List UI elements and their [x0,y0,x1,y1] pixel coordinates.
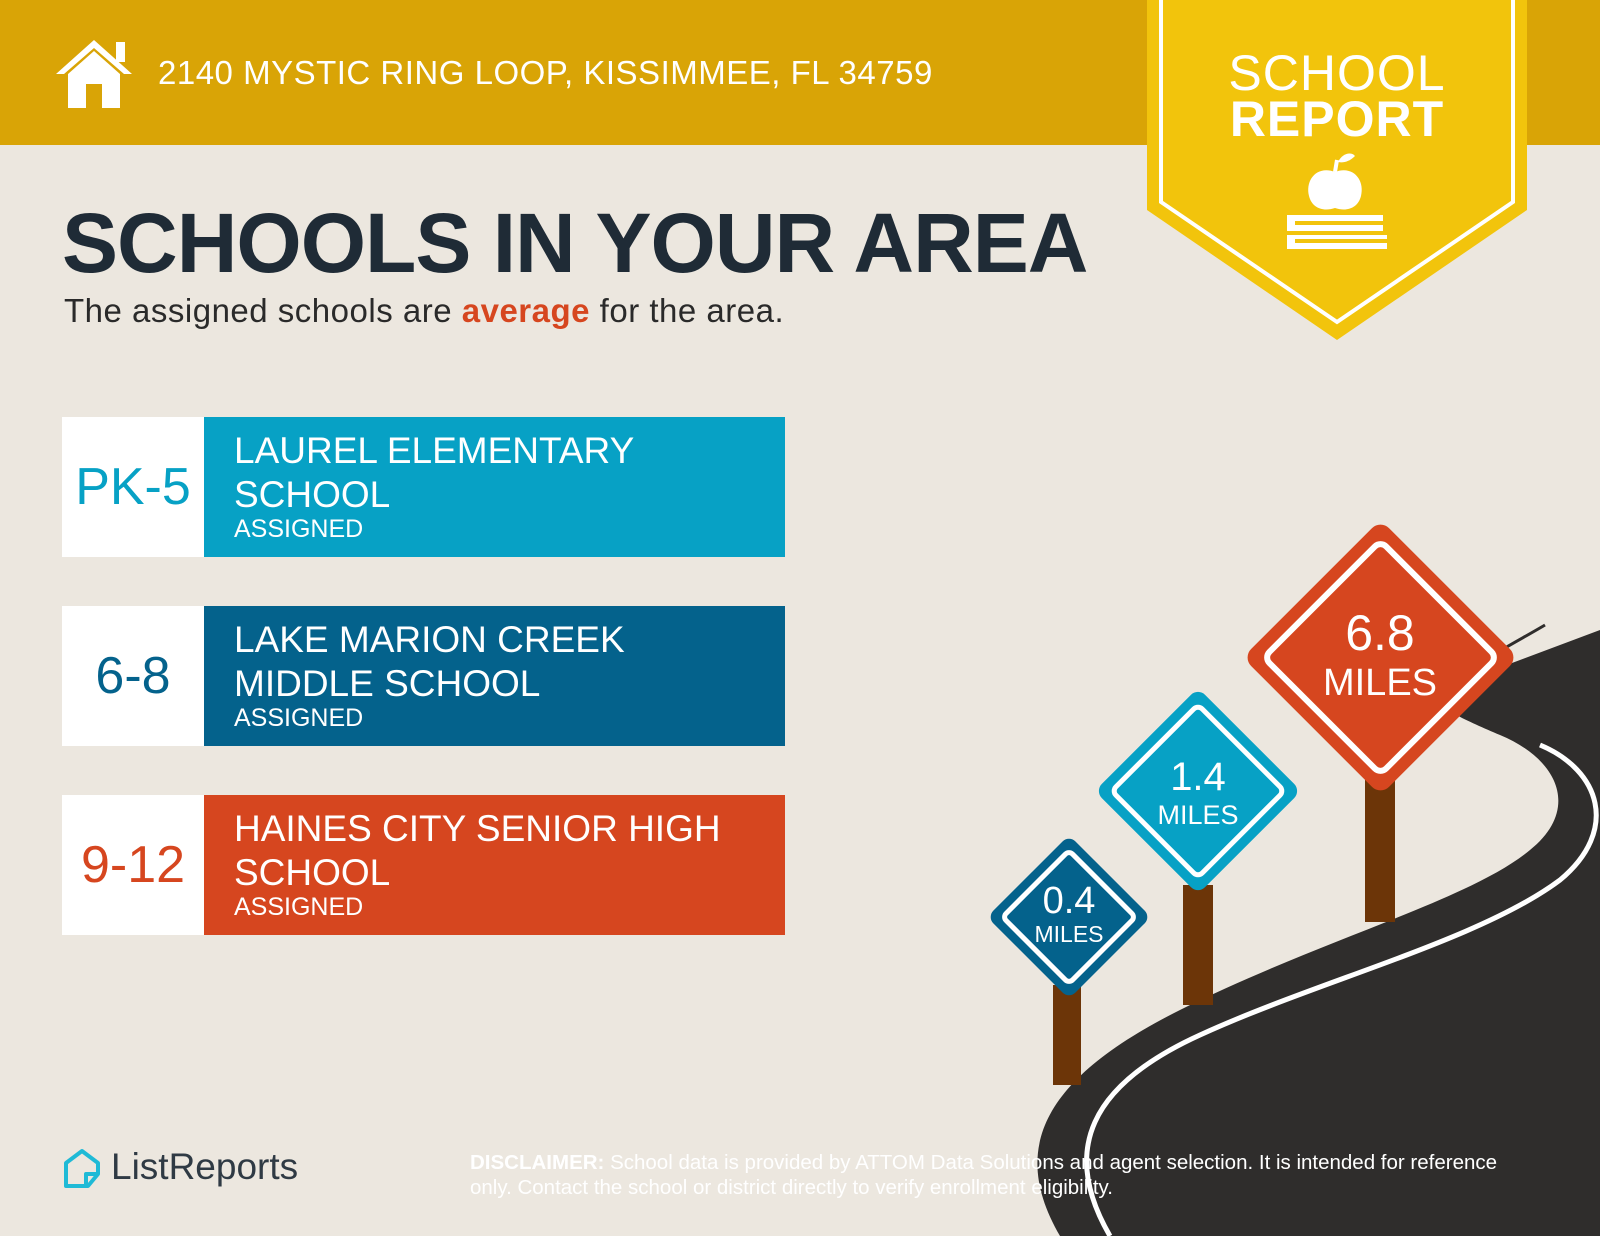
listreports-logo-icon [62,1148,102,1190]
brand-name: ListReports [111,1146,299,1187]
disclaimer-text: School data is provided by ATTOM Data Solutions and agent selection. It is intended for reference only. Contact the school or district directly to verify enrollment eligibility. [470,1151,1498,1199]
disclaimer-label: DISCLAIMER: [470,1151,605,1174]
property-address: 2140 MYSTIC RING LOOP, KISSIMMEE, FL 34759 [158,54,933,91]
sign-distance-value: 6.8 [1345,605,1415,661]
school-card-middle [62,606,785,746]
school-card-high [62,795,785,935]
home-icon [54,36,134,110]
school-status: ASSIGNED [234,893,364,921]
badge-title-line1: SCHOOL [1228,45,1446,101]
disclaimer [470,1150,1520,1200]
school-name: HAINES CITY SENIOR HIGH SCHOOL [234,808,721,893]
distance-sign-mid [1095,688,1301,894]
sign-distance-unit: MILES [1322,662,1438,704]
badge-title [1147,45,1527,147]
distance-sign-far [1243,520,1519,796]
sign-distance-unit: MILES [1157,800,1239,830]
school-name: LAKE MARION CREEK MIDDLE SCHOOL [234,619,625,704]
road-signs-illustration [960,500,1600,1236]
rating-summary [64,292,784,330]
school-name-panel [204,795,785,935]
school-status: ASSIGNED [234,515,364,543]
sign-distance-unit: MILES [1034,921,1104,947]
sign-distance-value: 1.4 [1170,755,1226,799]
rating-summary-prefix: The assigned schools are [64,292,462,329]
grade-range: 9-12 [62,795,204,935]
school-name-panel [204,417,785,557]
badge-title-line2: REPORT [1229,91,1445,147]
sign-distance-value: 0.4 [1042,880,1096,922]
grade-range: 6-8 [62,606,204,746]
school-status: ASSIGNED [234,704,364,732]
rating-summary-suffix: for the area. [590,292,785,329]
rating-highlight: average [461,292,590,329]
page-title: SCHOOLS IN YOUR AREA [62,196,1088,290]
school-name-panel [204,606,785,746]
grade-range: PK-5 [62,417,204,557]
distance-sign-near [987,835,1151,999]
school-card-elementary [62,417,785,557]
school-name: LAUREL ELEMENTARY SCHOOL [234,430,634,515]
